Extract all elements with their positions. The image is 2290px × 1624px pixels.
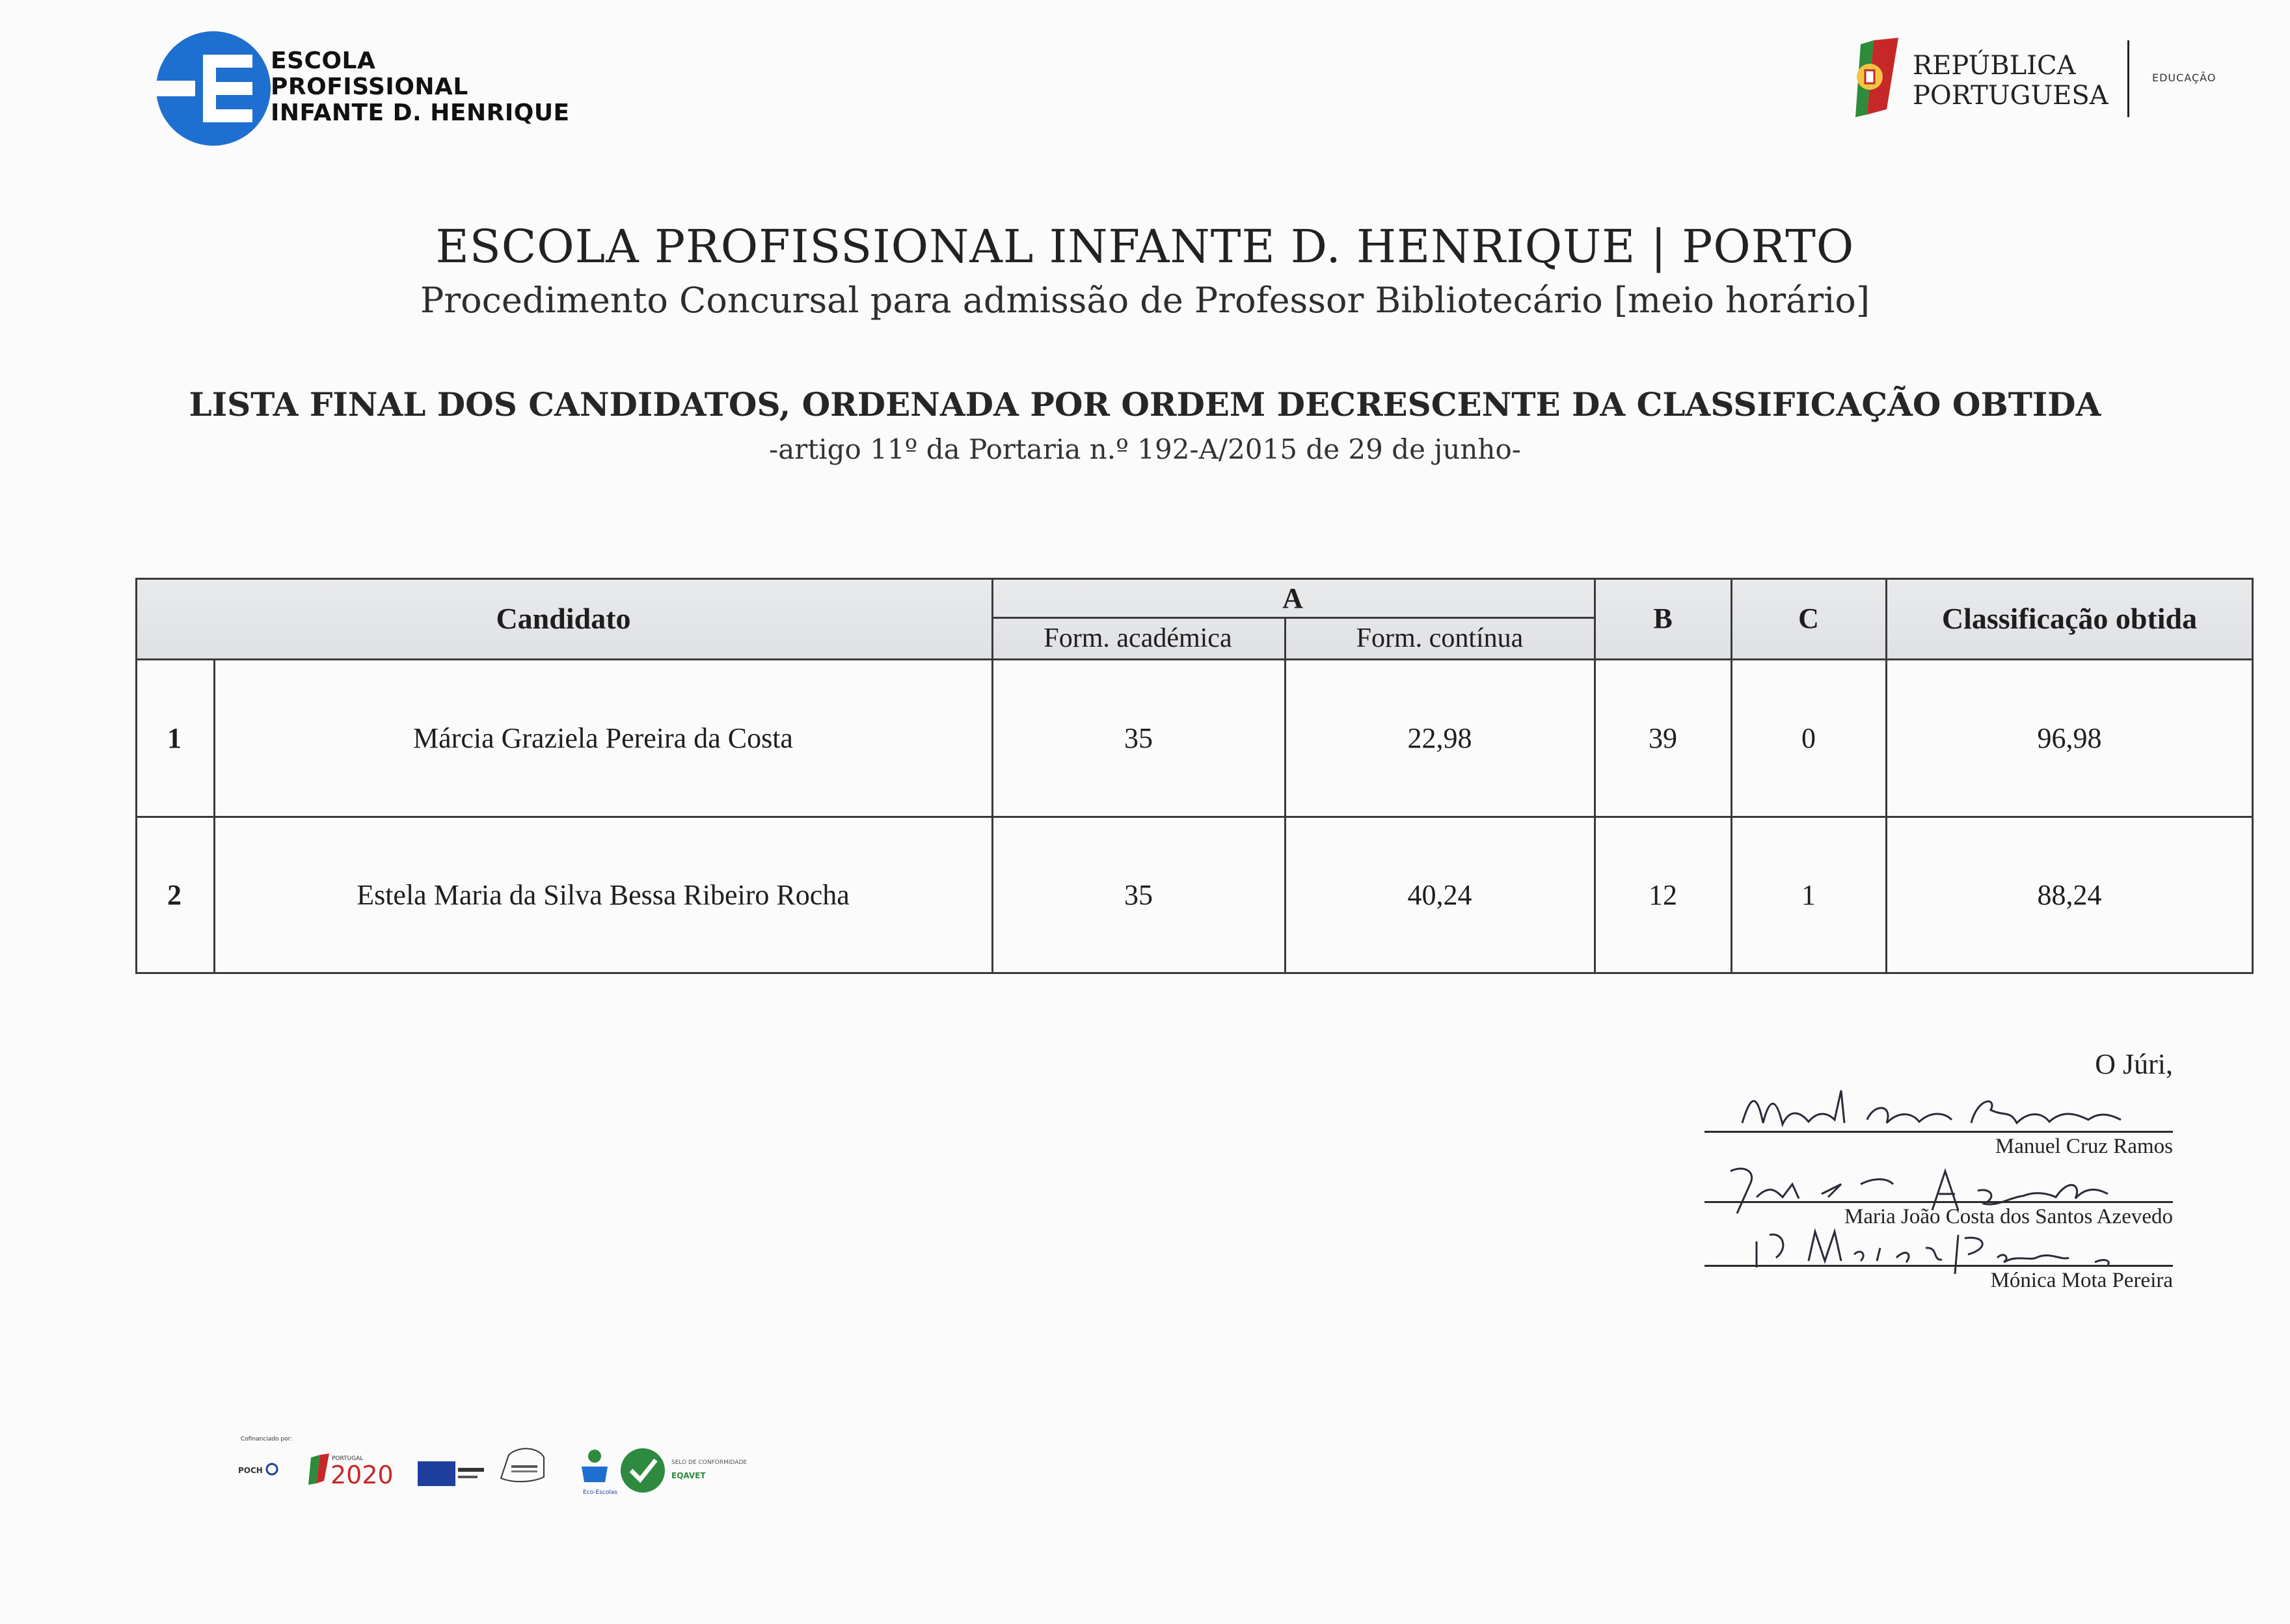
jury-signatures <box>1678 1048 2173 1308</box>
school-logo-e-mark <box>156 31 271 146</box>
jury-member-name: Manuel Cruz Ramos <box>1995 1135 2173 1158</box>
row-b: 39 <box>1649 722 1677 754</box>
results-table <box>135 578 2254 976</box>
row-classificacao: 96,98 <box>2037 722 2102 754</box>
row-rank: 1 <box>167 722 182 754</box>
school-logo-line: PROFISSIONAL <box>271 74 468 100</box>
header-form-continua: Form. contínua <box>1356 623 1524 653</box>
header-c: C <box>1798 602 1819 634</box>
portugal-flag-icon <box>1841 38 1900 118</box>
list-title: LISTA FINAL DOS CANDIDATOS, ORDENADA POR ORDEM DECRESCENTE DA CLASSIFICAÇÃO OBTIDA <box>189 385 2101 424</box>
header-candidate: Candidato <box>496 601 631 635</box>
footer-logos <box>234 1431 833 1509</box>
row-form-continua: 22,98 <box>1407 722 1472 754</box>
school-logo-line: ESCOLA <box>271 47 376 74</box>
cofinance-label: Cofinanciado por: <box>241 1436 293 1442</box>
government-logo <box>1841 38 2231 122</box>
signature-line <box>1704 1131 2173 1133</box>
procedure-title: Procedimento Concursal para admissão de Professor Bibliotecário [meio horário] <box>420 280 1870 321</box>
school-logo <box>156 31 572 148</box>
eco-escolas-label: Eco-Escolas <box>583 1489 618 1496</box>
header-b: B <box>1653 602 1673 634</box>
row-candidate-name: Márcia Graziela Pereira da Costa <box>413 722 793 754</box>
signature-line <box>1704 1265 2173 1267</box>
gov-logo-department: EDUCAÇÃO <box>2152 72 2216 84</box>
header-form-academica: Form. académica <box>1044 623 1232 653</box>
eu-flag-icon <box>418 1461 455 1486</box>
header-classificacao: Classificação obtida <box>1941 601 2198 635</box>
row-candidate-name: Estela Maria da Silva Bessa Ribeiro Rocha <box>357 878 850 911</box>
eqavet-label: EQAVET <box>671 1471 706 1480</box>
gov-logo-line: REPÚBLICA <box>1913 51 2076 81</box>
network-logo-icon <box>501 1448 544 1482</box>
row-form-continua: 40,24 <box>1407 878 1472 911</box>
row-form-academica: 35 <box>1124 878 1153 911</box>
eqavet-seal-label: SELO DE CONFORMIDADE <box>671 1459 748 1466</box>
funding-logos <box>234 1431 833 1509</box>
jury-member-name: Maria João Costa dos Santos Azevedo <box>1844 1205 2173 1228</box>
row-form-academica: 35 <box>1124 722 1153 754</box>
list-subtitle: -artigo 11º da Portaria n.º 192-A/2015 de 29 de junho- <box>769 433 1521 465</box>
school-logo-line: INFANTE D. HENRIQUE <box>271 100 570 126</box>
signature-manuel <box>1737 1084 2127 1136</box>
eqavet-seal-icon <box>621 1448 665 1493</box>
school-logo-text <box>271 48 570 126</box>
row-c: 0 <box>1801 722 1816 754</box>
row-c: 1 <box>1801 878 1816 911</box>
portugal-2020-label: PORTUGAL <box>332 1455 364 1462</box>
jury-member-name: Mónica Mota Pereira <box>1990 1269 2173 1292</box>
eco-escolas-icon <box>588 1450 601 1463</box>
row-classificacao: 88,24 <box>2037 878 2102 911</box>
portugal-2020-logo: 2020 <box>330 1461 394 1489</box>
header-group-a: A <box>1282 582 1303 614</box>
row-rank: 2 <box>167 878 182 911</box>
row-b: 12 <box>1649 878 1677 911</box>
school-title: ESCOLA PROFISSIONAL INFANTE D. HENRIQUE | PORTO <box>435 220 1855 273</box>
gov-logo-line: PORTUGUESA <box>1913 81 2108 111</box>
government-logo-text <box>1913 51 2108 111</box>
poch-logo: POCH <box>238 1466 263 1475</box>
table-border <box>135 972 2254 974</box>
signature-line <box>1704 1201 2173 1203</box>
gov-logo-divider <box>2127 40 2129 117</box>
jury-label: O Júri, <box>2095 1048 2173 1080</box>
